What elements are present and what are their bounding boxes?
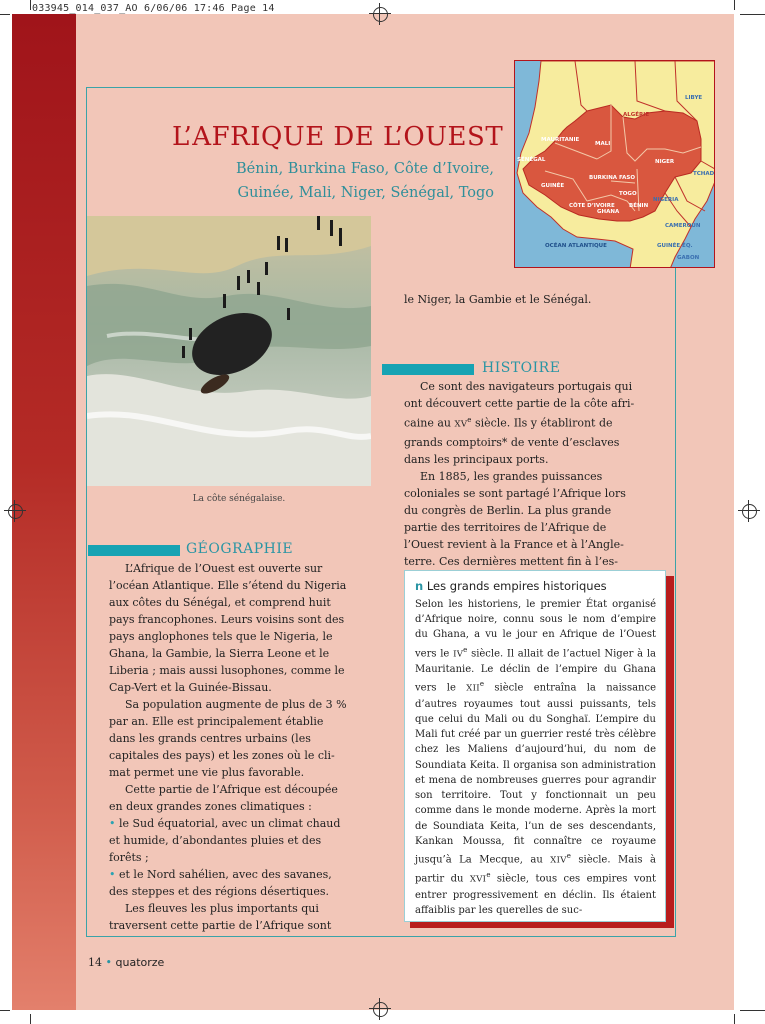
map-label: MAURITANIE [541, 137, 580, 143]
text-line: aux côtes du Sénégal, et comprend huit [109, 596, 331, 609]
photo-graphic [87, 216, 371, 486]
inset-text: Selon les historiens, le premier État organisé d’Afrique noire, connu sous le nom d’empire du Ghana, a vu le jour en Afrique de l’Ouest vers le IVe siècle. Il allait de l’actuel Niger à la Mauritanie. Le déclin de l’empire du Ghana vers le XIIe siècle entraîna la naissance d’autres royaumes tout aussi puissants, tels que celui du Mali ou du Songhaï. L’empire du Mali fut créé par un guerrier resté très célèbre chez les Maliens d’aujourd’hui, du nom de Soundiata Keita. Il organisa son administration et mena de nombreuses guerres pour agrandir son territoire. Tout y fonctionnait un peu comme dans le monde moderne. Après la mort de Soundiata Keita, l’un de ses descendants, Kankan Moussa, fit connaître ce royaume jusqu’à La Mecque, au XIVe siècle. Mais à partir du XVIe siècle, tous ces empires vont entrer progressivement en déclin. Ils étaient affaiblis par les querelles de suc- [415, 599, 656, 917]
geographie-heading: GÉOGRAPHIE [186, 541, 294, 557]
text-line: forêts ; [109, 851, 149, 864]
map-label: CAMEROUN [665, 223, 701, 229]
page-number: 14 [88, 956, 102, 969]
subtitle-line: Guinée, Mali, Niger, Sénégal, Togo [237, 185, 494, 201]
text-line: traversent cette partie de l’Afrique sont [109, 919, 332, 932]
text-line: Ce sont des navigateurs portugais qui [420, 380, 633, 393]
text-line: pays anglophones tels que le Nigeria, le [109, 630, 333, 643]
map-label: TCHAD [693, 171, 715, 177]
map-label: TOGO [619, 191, 637, 197]
map-label: OCÉAN ATLANTIQUE [545, 243, 607, 249]
crop-mark [740, 1010, 765, 1011]
text-line: Les fleuves les plus importants qui [125, 902, 319, 915]
map-label: GUINÉE ÉQ. [657, 243, 693, 249]
histoire-heading: HISTOIRE [482, 360, 561, 376]
text-line: dans les grands centres urbains (les [109, 732, 311, 745]
page-title: L’AFRIQUE DE L’OUEST [172, 122, 504, 152]
page-folio: 14 • quatorze [88, 956, 165, 969]
map-label: GHANA [597, 209, 620, 215]
text-line: Ghana, la Gambie, la Sierra Leone et le [109, 647, 330, 660]
text-line: en deux grandes zones climatiques : [109, 800, 312, 813]
text-line: l’océan Atlantique. Elle s’étend du Nigeria [109, 579, 347, 592]
map-graphic [515, 61, 715, 268]
text-line: dans les principaux ports. [404, 452, 549, 466]
bullet-line [109, 866, 371, 883]
print-slug: 033945_014_037_AO 6/06/06 17:46 Page 14 [32, 3, 275, 14]
crop-mark [0, 1010, 10, 1011]
geographie-bar [88, 545, 180, 556]
text-line: pays francophones. Leurs voisins sont des [109, 613, 345, 626]
photo-caption: La côte sénégalaise. [192, 494, 286, 504]
map-label: CÔTE D’IVOIRE [569, 203, 615, 209]
text-line: Sa population augmente de plus de 3 % [125, 698, 347, 711]
map-label: NIGERIA [653, 197, 679, 203]
text-line: coloniales se sont partagé l’Afrique lors [404, 486, 626, 500]
page-word: quatorze [115, 956, 165, 969]
text-line: du congrès de Berlin. La plus grande [404, 503, 612, 517]
subtitle-line: Bénin, Burkina Faso, Côte d’Ivoire, [236, 161, 494, 177]
map-label: GUINÉE [541, 183, 565, 189]
geographie-text [109, 560, 371, 934]
map-label: BURKINA FASO [589, 175, 635, 181]
text-line: Liberia ; mais aussi lusophones, comme le [109, 664, 345, 677]
crop-mark [734, 1014, 735, 1024]
text-line: partie des territoires de l’Afrique de [404, 520, 607, 534]
text-line: mat permet une vie plus favorable. [109, 766, 305, 779]
crop-mark [0, 14, 10, 15]
text-line: le Sud équatorial, avec un climat chaud [119, 817, 341, 830]
text-line: ont découvert cette partie de la côte afri- [404, 397, 635, 410]
box-marker-icon: n [415, 579, 424, 593]
crop-mark [734, 0, 735, 10]
text-line: l’Ouest revient à la France et à l’Angle- [404, 537, 624, 551]
registration-mark-icon [4, 500, 26, 522]
text-line: des steppes et des régions désertiques. [109, 885, 329, 898]
page-subtitle [200, 157, 494, 205]
text-line: grands comptoirs* de vente d’esclaves [404, 435, 620, 449]
map-label: MALI [595, 141, 611, 147]
text-line: terre. Ces dernières mettent fin à l’es- [404, 554, 619, 568]
bullet-line [109, 815, 371, 832]
crop-mark [30, 1014, 31, 1024]
text-line: capitales des pays) et les zones où le cli- [109, 749, 335, 762]
west-africa-map [514, 60, 715, 268]
map-label: LIBYE [685, 95, 703, 101]
crop-mark [740, 14, 765, 15]
map-label: NIGER [655, 159, 675, 165]
registration-mark-icon [738, 500, 760, 522]
registration-mark-icon [369, 3, 391, 25]
map-label: SÉNÉGAL [517, 157, 546, 163]
text-line: caine au XVe siècle. Ils y établiront de [404, 416, 613, 430]
histoire-bar [382, 364, 474, 375]
bullet-icon: • [109, 817, 116, 830]
text-line: L’Afrique de l’Ouest est ouverte sur [125, 562, 323, 575]
crop-mark [30, 0, 31, 10]
map-label: GABON [677, 255, 700, 261]
text-line: et humide, d’abondantes pluies et des [109, 834, 322, 847]
map-label: BÉNIN [629, 203, 649, 209]
empires-inset-box [404, 570, 666, 922]
inset-title: n Les grands empires historiques [415, 579, 607, 593]
text-line: et le Nord sahélien, avec des savanes, [119, 868, 332, 881]
registration-mark-icon [369, 998, 391, 1020]
text-line: Cap-Vert et la Guinée-Bissau. [109, 681, 272, 694]
text-line: Cette partie de l’Afrique est découpée [125, 783, 338, 796]
text-line: par an. Elle est principalement établie [109, 715, 324, 728]
histoire-text [404, 378, 666, 570]
text-line: En 1885, les grandes puissances [420, 469, 603, 483]
map-label: ALGÉRIE [623, 112, 650, 118]
bullet-icon: • [109, 868, 116, 881]
coast-photo [87, 216, 371, 486]
continuation-text: le Niger, la Gambie et le Sénégal. [404, 293, 592, 306]
